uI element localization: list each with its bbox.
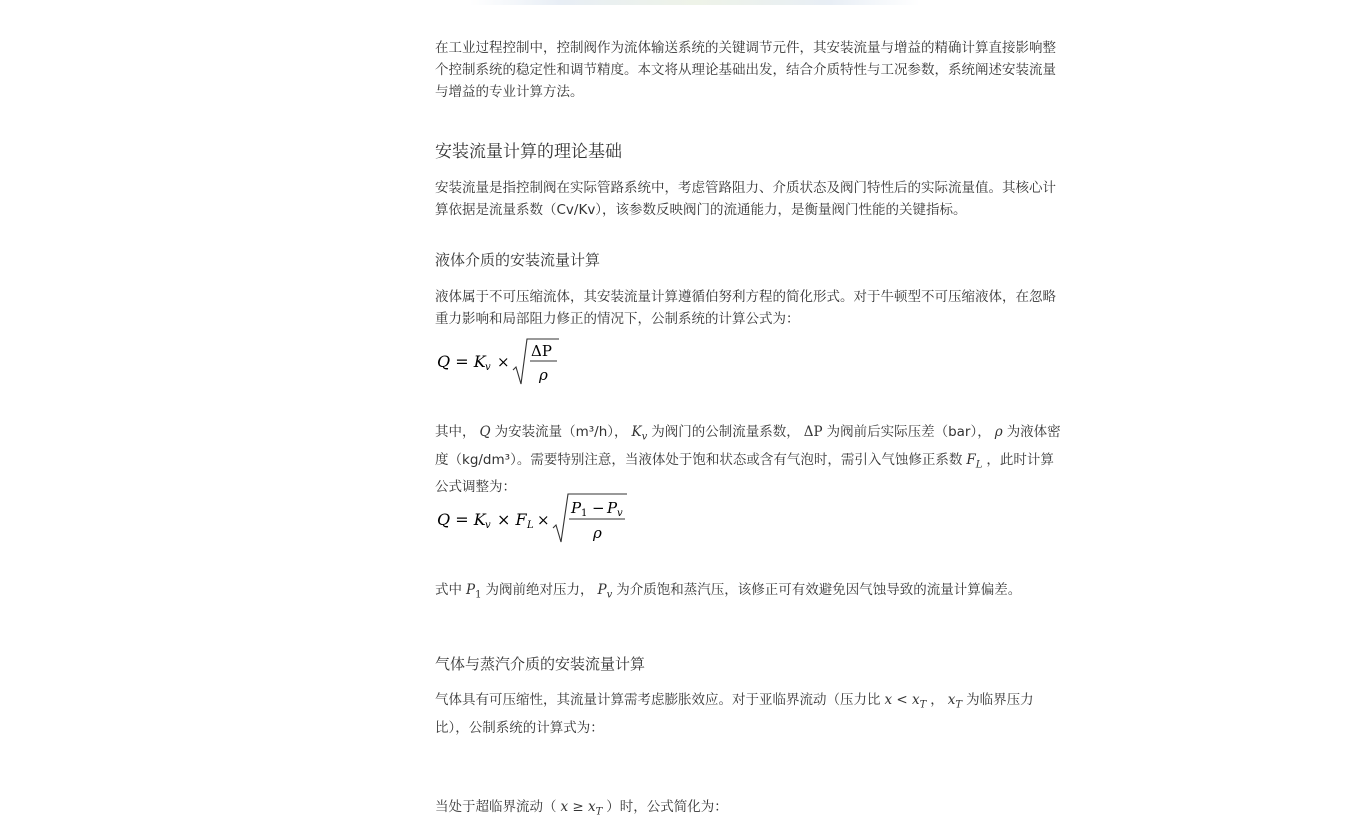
formula1-lhs: Q = K [437, 352, 486, 371]
formula1-denominator: ρ [539, 366, 548, 384]
formula-liquid-cavitation [435, 490, 635, 550]
gas-paragraph: 气体具有可压缩性，其流量计算需考虑膨胀效应。对于亚临界流动（压力比 $x < x_T$ ， $x_T$ 为临界压力比），公制系统的计算式为： [435, 692, 1034, 736]
intro-paragraph: 在工业过程控制中，控制阀作为流体输送系统的关键调节元件，其安装流量与增益的精确计算直接影响整个控制系统的稳定性和调节精度。本文将从理论基础出发，结合介质特性与工况参数，系统阐述安装流量与增益的专业计算方法。 [435, 40, 1056, 100]
formula2-sub1: v [485, 520, 491, 531]
subsection-title-liquid: 液体介质的安装流量计算 [435, 251, 601, 269]
formula1-sub: v [485, 362, 491, 373]
header-image-fragment [470, 0, 920, 5]
formula-liquid-basic [435, 336, 575, 392]
svg-text:v: v [617, 508, 623, 519]
svg-text:P: P [571, 499, 582, 517]
svg-text:P: P [607, 499, 618, 517]
formula2-mid: × F [497, 510, 527, 529]
liquid-note-paragraph: 式中 $P_1$ 为阀前绝对压力， $P_v$ 为介质饱和蒸汽压，该修正可有效避免因气蚀导致的流量计算偏差。 [435, 582, 1022, 601]
formula2-denominator: ρ [593, 524, 602, 542]
liquid-paragraph: 液体属于不可压缩流体，其安装流量计算遵循伯努利方程的简化形式。对于牛顿型不可压缩液体，在忽略重力影响和局部阻力修正的情况下，公制系统的计算公式为： [435, 289, 1056, 327]
formula1-times: × [497, 353, 510, 371]
formula2-times: × [537, 511, 550, 529]
section-title-theory: 安装流量计算的理论基础 [435, 142, 622, 162]
svg-text:1: 1 [581, 508, 588, 519]
supercritical-paragraph: 当处于超临界流动（ $x \ge x_T$ ）时，公式简化为： [435, 799, 728, 818]
formula2-sub2: L [527, 520, 534, 531]
svg-text:−: − [592, 499, 605, 517]
formula2-lhs: Q = K [437, 510, 486, 529]
formula1-numerator: ΔP [531, 342, 552, 360]
subsection-title-gas: 气体与蒸汽介质的安装流量计算 [435, 655, 646, 673]
theory-paragraph: 安装流量是指控制阀在实际管路系统中，考虑管路阻力、介质状态及阀门特性后的实际流量值。其核心计算依据是流量系数（Cv/Kv），该参数反映阀门的流通能力，是衡量阀门性能的关键指标。 [435, 180, 1056, 218]
liquid-where-paragraph: 其中， Q 为安装流量（m³/h）， $K_v$ 为阀门的公制流量系数， ΔP 为阀前后实际压差（bar）， ρ 为液体密度（kg/dm³）。需要特别注意，当液体处于饱和状态或含有气泡时，需引入气蚀修正系数 $F_L$ ，此时计算公式调整为： [435, 424, 1061, 496]
